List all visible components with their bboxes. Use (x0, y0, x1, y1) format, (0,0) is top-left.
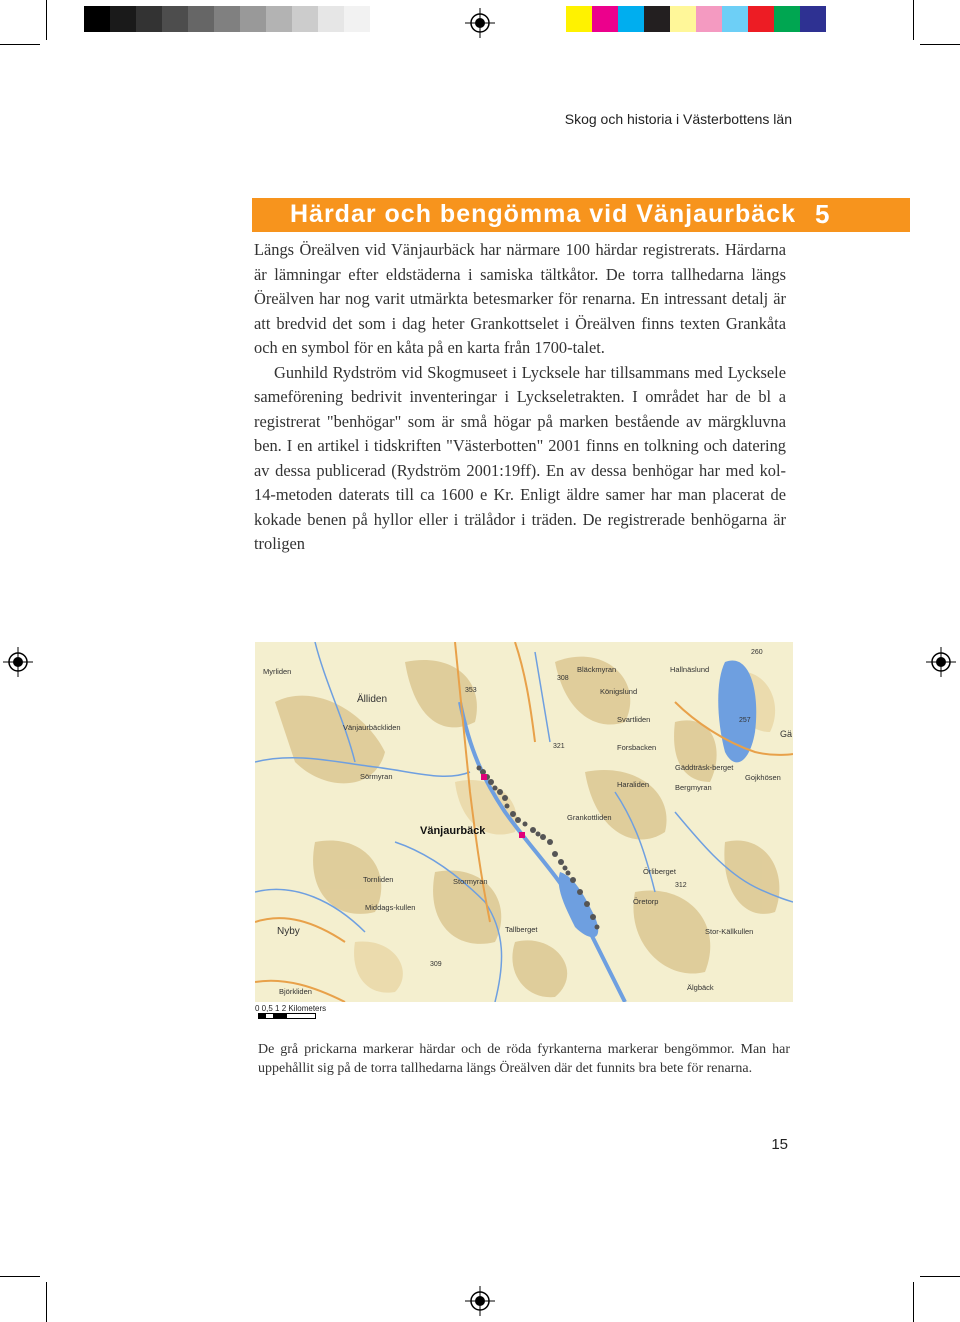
map-label: Myrliden (263, 667, 292, 676)
scale-label: 0 0,5 1 2 Kilometers (255, 1004, 327, 1013)
map-label: Bläckmyran (577, 665, 617, 674)
map-label: Forsbacken (617, 743, 657, 752)
crop-mark (920, 44, 960, 45)
registration-mark-icon (465, 1286, 495, 1316)
map-svg (255, 642, 793, 1002)
color-bar (566, 6, 852, 32)
crop-mark (46, 0, 47, 40)
map-label: Vänjaurbäckliden (343, 723, 401, 732)
scale-bar (258, 1013, 316, 1019)
map-label: Sörmyran (360, 772, 393, 781)
chapter-title: Härdar och bengömma vid Vänjaurbäck (290, 200, 796, 228)
page-number: 15 (771, 1136, 788, 1153)
road-number: 260 (751, 649, 763, 656)
road-number: 312 (675, 882, 687, 889)
crop-mark (913, 1282, 914, 1322)
map-figure (255, 642, 793, 1002)
registration-mark-icon (926, 647, 956, 677)
road-number: 257 (739, 717, 751, 724)
map-label: Gojkhösen (745, 773, 781, 782)
map-label: Svartliden (617, 715, 651, 724)
map-label: Bergmyran (675, 783, 712, 792)
running-head: Skog och historia i Västerbottens län (564, 111, 792, 127)
crop-mark (46, 1282, 47, 1322)
crop-mark (0, 44, 40, 45)
crop-mark (920, 1276, 960, 1277)
grayscale-bar (84, 6, 370, 32)
registration-mark-icon (3, 647, 33, 677)
map-label: Gäddträsk-berget (675, 763, 734, 772)
map-label: Königslund (600, 687, 638, 696)
map-label: Öretorp (633, 897, 659, 906)
map-label: Björkliden (279, 987, 312, 996)
crop-mark (913, 0, 914, 40)
road-number: 353 (465, 687, 477, 694)
road-number: 321 (553, 743, 565, 750)
map-label: Stormyran (453, 877, 488, 886)
paragraph: Längs Öreälven vid Vänjaurbäck har närmare 100 härdar registrerats. Härdarna är lämningar efter eldstäderna i samiska tältkåtor. De torra tallhedarna längs Öreälven har nog varit utmärkta betesmarker för renarna. En intressant detalj är att bredvid det som i dag heter Grankottselet i Öreälven finns texten Grankåta och en symbol för en kåta på en karta från 1700-talet. (254, 240, 786, 357)
road-number: 308 (557, 675, 569, 682)
map-label: Stor-Källkullen (705, 927, 754, 936)
map-label: Haraliden (617, 780, 650, 789)
map-label: Älgbäck (687, 983, 714, 992)
crop-mark (0, 1276, 40, 1277)
map-label: Middags-kullen (365, 903, 416, 912)
map-label: Gä (780, 729, 793, 739)
map-label: Älliden (357, 694, 388, 705)
body-text (254, 238, 786, 557)
map-label: Tornliden (363, 875, 394, 884)
map-label: Hallnäslund (670, 665, 710, 674)
chapter-number: 5 (815, 199, 830, 229)
map-label: Örliberget (643, 867, 676, 876)
road-number: 309 (430, 961, 442, 968)
map-label: Nyby (277, 926, 300, 937)
map-label: Vänjaurbäck (420, 825, 486, 837)
map-label: Grankottliden (567, 813, 612, 822)
paragraph: Gunhild Rydström vid Skogmuseet i Lycksele har tillsammans med Lycksele sameförening bedrivit inventeringar i Lyckseletrakten. I området har de bl a registrerat "benhögar" som är små högar på marken bestående av märgkluvna ben. I en artikel i tidskriften "Västerbotten" 2001 finns en tolkning och datering av dessa publicerad (Rydström 2001:19ff). En av dessa benhögar har med kol-14-metoden daterats till ca 1600 e Kr. Enligt äldre samer har man placerat de kokade benen på hyllor eller i trälådor i träden. De registrerade benhögarna är troligen (254, 362, 786, 553)
figure-caption: De grå prickarna markerar härdar och de röda fyrkanterna markerar bengömmor. Man har uppehållit sig på de torra tallhedarna längs Öreälven där det funnits bra bete för renarna. (258, 1042, 790, 1076)
registration-mark-icon (465, 8, 495, 38)
map-label: Tallberget (505, 925, 538, 934)
